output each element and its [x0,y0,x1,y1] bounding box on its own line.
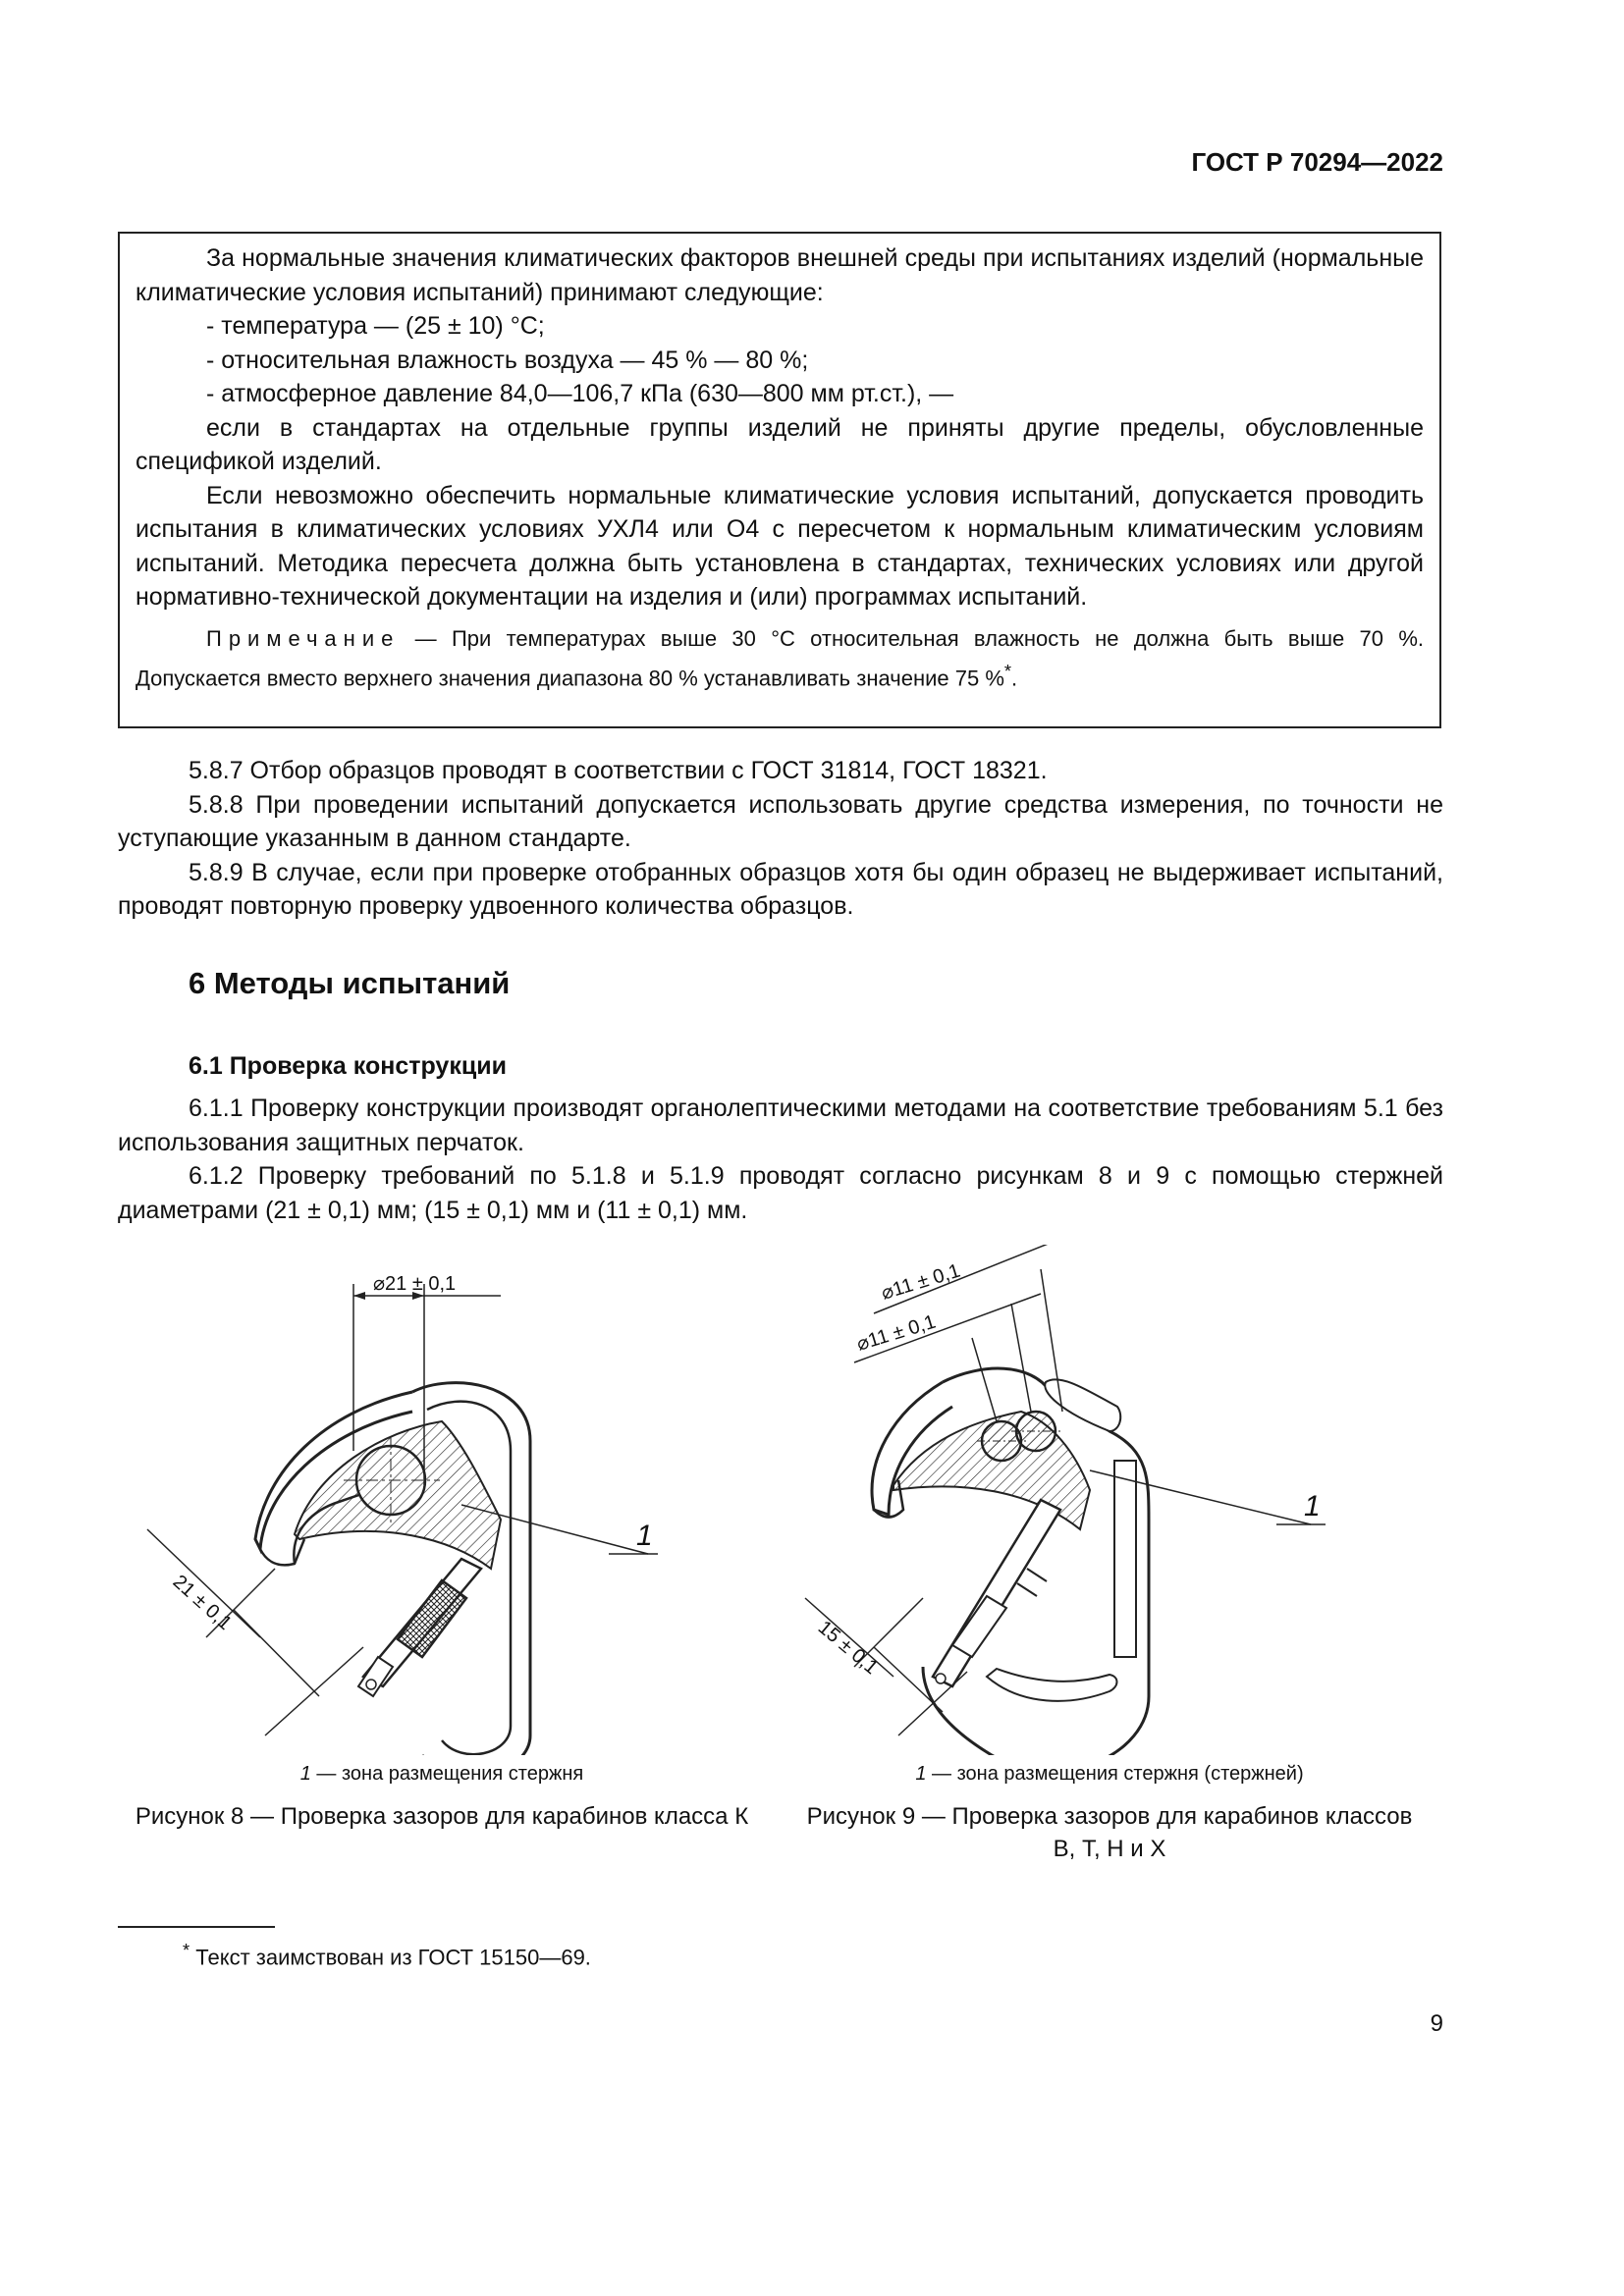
dim-diameter-21: ⌀21 ± 0,1 [373,1273,457,1295]
dim-gap-15: 15 ± 0,1 [813,1616,883,1680]
callout-1: 1 [1304,1490,1321,1522]
figure-8 [128,1245,756,1755]
box-note [135,622,1424,694]
dim-diameter-11-upper: ⌀11 ± 0,1 [879,1259,963,1305]
figure-9 [795,1245,1424,1755]
page-number: 9 [1430,2010,1443,2037]
box-paragraph-1: За нормальные значения климатических факторов внешней среды при испытаниях изделий (нормальные климатические условия испытаний) принимают следующие: [135,244,1424,306]
body-slot-top [1045,1379,1120,1431]
figure-9-legend-number: 1 [915,1763,927,1785]
dim-diameter-11-lower: ⌀11 ± 0,1 [854,1310,939,1356]
section-title: 6 Методы испытаний [189,966,511,1000]
footnote-mark: * [183,1940,190,1960]
note-lead: Примечание [206,625,401,651]
clause-6-1-2: 6.1.2 Проверку требований по 5.1.8 и 5.1.9 проводят согласно рисункам 8 и 9 с помощью стержней диаметрами (21 ± 0,1) мм; (15 ± 0,1) мм и (11 ± 0,1) мм. [118,1162,1443,1224]
clauses-5-8 [118,754,1443,924]
figure-8-caption: Рисунок 8 — Проверка зазоров для карабинов класса К [135,1803,749,1830]
body-slot-vertical [1114,1461,1136,1657]
figure-8-legend-number: 1 [299,1763,311,1785]
figure-9-drawing [795,1245,1424,1755]
footnote-text: Текст заимствован из ГОСТ 15150—69. [189,1945,591,1970]
clauses-6-1 [118,1092,1443,1227]
clause-5-8-7: 5.8.7 Отбор образцов проводят в соответствии с ГОСТ 31814, ГОСТ 18321. [189,757,1048,784]
box-paragraph-2: если в стандартах на отдельные группы изделий не приняты другие пределы, обусловленные спецификой изделий. [135,413,1424,475]
box-list-item-temperature: - температура — (25 ± 10) °С; [206,312,545,340]
box-list-item-pressure: - атмосферное давление 84,0—106,7 кПа (630—800 мм рт.ст.), — [206,380,954,407]
subsection-title: 6.1 Проверка конструкции [189,1052,507,1080]
note-end: . [1011,665,1018,690]
box-list-item-humidity: - относительная влажность воздуха — 45 % — 80 %; [206,346,809,374]
clause-6-1-1: 6.1.1 Проверку конструкции производят органолептическими методами на соответствие требованиям 5.1 без использования защитных перчаток. [118,1095,1443,1156]
document-id: ГОСТ Р 70294—2022 [1191,147,1443,177]
footnote-separator [118,1926,275,1928]
callout-1: 1 [636,1520,653,1552]
screw-sleeve [398,1580,466,1657]
body-slot-bottom [987,1669,1117,1701]
note-footnote-mark: * [1003,660,1012,681]
climate-conditions-text [135,241,1424,716]
gate [933,1500,1060,1686]
figure-8-drawing [128,1245,756,1755]
clause-5-8-9: 5.8.9 В случае, если при проверке отобранных образцов хотя бы один образец не выдерживает испытаний, проводят повторную проверку удвоенного количества образцов. [118,858,1443,920]
dim-gap-21: 21 ± 0,1 [168,1571,236,1634]
figure-9-legend [795,1763,1424,1786]
figure-8-legend-text: — зона размещения стержня [310,1763,584,1785]
box-paragraph-3: Если невозможно обеспечить нормальные климатические условия испытаний, допускается проводить испытания в климатических условиях УХЛ4 или О4 с пересчетом к нормальным климатическим условиям испытаний. Методика пересчета должна быть установлена в стандартах, технических условиях или другой нормативно-технической документации на изделия и (или) программах испытаний. [135,481,1424,611]
climate-conditions-box [118,232,1441,728]
footnote [183,1940,591,1970]
clause-5-8-8: 5.8.8 При проведении испытаний допускается использовать другие средства измерения, по точности не уступающие указанным в данном стандарте. [118,790,1443,852]
figure-9-caption: Рисунок 9 — Проверка зазоров для карабинов классов В, Т, Н и Х [806,1803,1413,1862]
figure-9-legend-text: — зона размещения стержня (стержней) [926,1763,1304,1785]
note-text: — При температурах выше 30 °С относительная влажность не должна быть выше 70 %. Допускается вместо верхнего значения диапазона 80 % устанавливать значение 75 % [135,625,1424,690]
figure-8-legend [128,1763,756,1786]
